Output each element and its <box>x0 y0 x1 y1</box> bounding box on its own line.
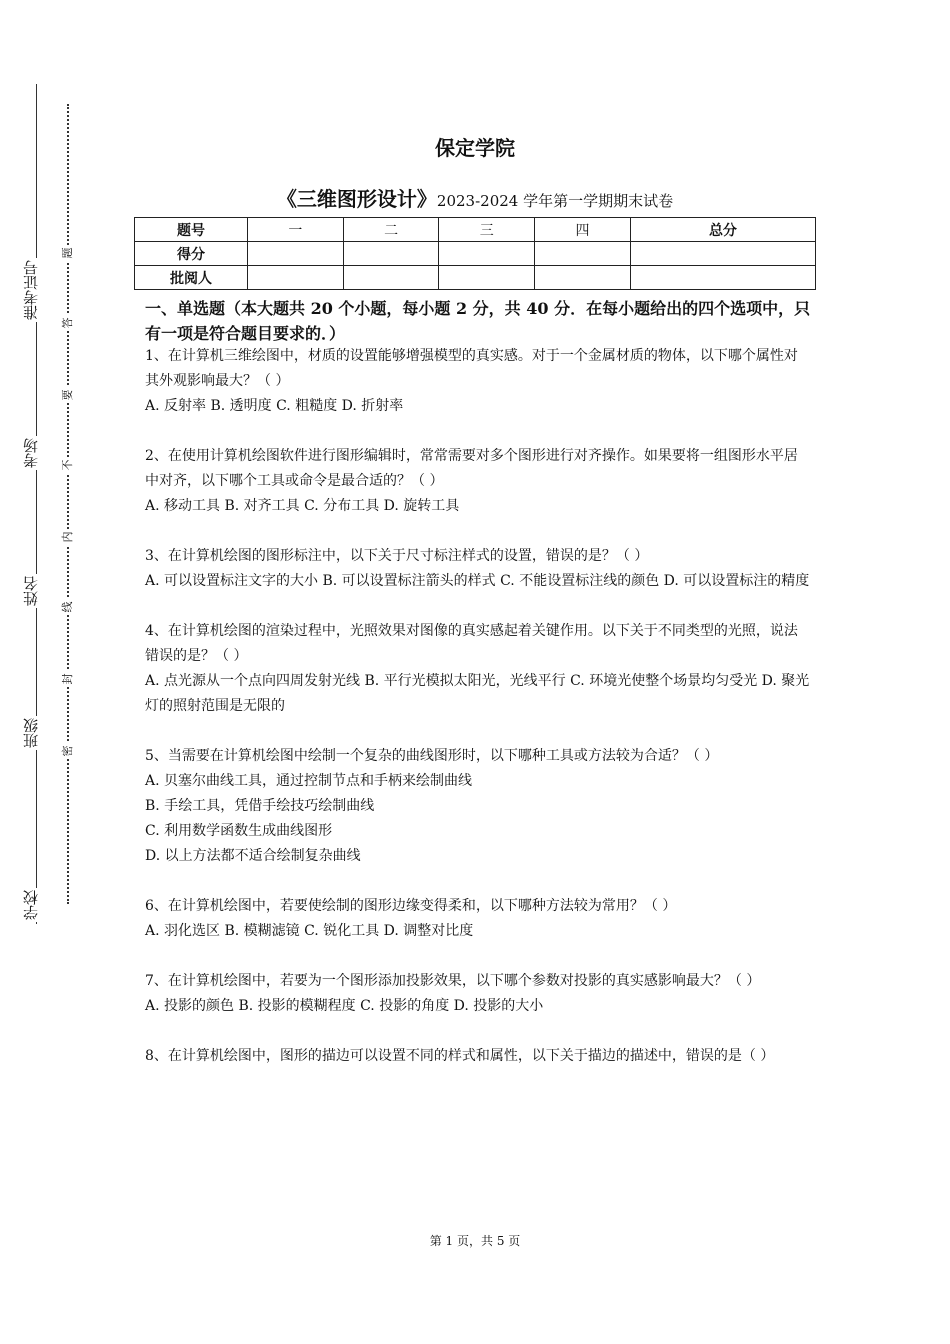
exam-title <box>0 183 950 212</box>
question-stem: 8、在计算机绘图中，图形的描边可以设置不同的样式和属性，以下关于描边的描述中，错误的是（ ） <box>145 1048 775 1064</box>
row-label: 批阅人 <box>135 266 248 290</box>
question-options: A. 移动工具 B. 对齐工具 C. 分布工具 D. 旋转工具 <box>145 498 460 514</box>
question-6 <box>145 894 810 944</box>
score-cell <box>248 242 344 266</box>
question-list <box>145 344 810 1094</box>
reviewer-cell <box>535 266 631 290</box>
seal-char: 要 <box>61 387 75 403</box>
question-options: A. 点光源从一个点向四周发射光线 B. 平行光模拟太阳光，光线平行 C. 环境光使整个场景均匀受光 D. 聚光灯的照射范围是无限的 <box>145 673 810 714</box>
seal-char: 答 <box>61 315 75 331</box>
header-cell: 四 <box>535 218 631 242</box>
question-stem: 2、在使用计算机绘图软件进行图形编辑时，常常需要对多个图形进行对齐操作。如果要将一组图形水平居中对齐，以下哪个工具或命令是最合适的？（ ） <box>145 448 798 489</box>
section-title: 一、单选题（本大题共 20 个小题，每小题 2 分，共 40 分．在每小题给出的四个选项中，只有一项是符合题目要求的．） <box>145 299 811 343</box>
reviewer-cell <box>439 266 535 290</box>
question-options: A. 投影的颜色 B. 投影的模糊程度 C. 投影的角度 D. 投影的大小 <box>145 998 544 1014</box>
question-option-b: B. 手绘工具，凭借手绘技巧绘制曲线 <box>145 798 375 814</box>
score-cell <box>439 242 535 266</box>
score-table-header-row <box>135 218 816 242</box>
field-class: 班级 <box>20 716 46 750</box>
question-stem: 1、在计算机三维绘图中，材质的设置能够增强模型的真实感。对于一个金属材质的物体，以下哪个属性对其外观影响最大？（ ） <box>145 348 798 389</box>
question-options: A. 羽化选区 B. 模糊滤镜 C. 锐化工具 D. 调整对比度 <box>145 923 474 939</box>
header-cell: 二 <box>343 218 439 242</box>
score-cell <box>535 242 631 266</box>
page-footer: 第 1 页，共 5 页 <box>429 1234 521 1248</box>
binding-dotted-line <box>67 104 69 904</box>
question-7 <box>145 969 810 1019</box>
header-cell: 总分 <box>630 218 815 242</box>
term-label: 2023-2024 学年第一学期期末试卷 <box>436 192 674 210</box>
seal-char: 封 <box>61 671 75 687</box>
question-stem: 6、在计算机绘图中，若要使绘制的图形边缘变得柔和，以下哪种方法较为常用？（ ） <box>145 898 677 914</box>
header-cell: 题号 <box>135 218 248 242</box>
seal-char: 内 <box>61 529 75 545</box>
question-option-d: D. 以上方法都不适合绘制复杂曲线 <box>145 848 361 864</box>
course-name: 《三维图形设计》 <box>276 187 437 211</box>
field-exam-room: 考场 <box>20 436 46 470</box>
row-label: 得分 <box>135 242 248 266</box>
seal-char: 不 <box>61 457 75 473</box>
reviewer-cell <box>248 266 344 290</box>
question-options: A. 可以设置标注文字的大小 B. 可以设置标注箭头的样式 C. 不能设置标注线的颜色 D. 可以设置标注的精度 <box>145 573 810 589</box>
seal-char: 密 <box>61 743 75 759</box>
question-5 <box>145 744 810 869</box>
score-cell <box>630 242 815 266</box>
question-4 <box>145 619 810 719</box>
question-1 <box>145 344 810 419</box>
question-option-a: A. 贝塞尔曲线工具，通过控制节点和手柄来绘制曲线 <box>145 773 473 789</box>
reviewer-cell <box>343 266 439 290</box>
question-options: A. 反射率 B. 透明度 C. 粗糙度 D. 折射率 <box>145 398 404 414</box>
question-8 <box>145 1044 810 1069</box>
question-3 <box>145 544 810 594</box>
question-2 <box>145 444 810 519</box>
field-exam-number: 准考证号 <box>20 258 46 322</box>
score-row <box>135 242 816 266</box>
header-cell: 一 <box>248 218 344 242</box>
question-option-c: C. 利用数学函数生成曲线图形 <box>145 823 333 839</box>
score-table <box>134 217 816 290</box>
question-stem: 7、在计算机绘图中，若要为一个图形添加投影效果，以下哪个参数对投影的真实感影响最大？（ ） <box>145 973 761 989</box>
header-cell: 三 <box>439 218 535 242</box>
question-stem: 5、当需要在计算机绘图中绘制一个复杂的曲线图形时，以下哪种工具或方法较为合适？（ ） <box>145 748 719 764</box>
seal-char: 线 <box>61 599 75 615</box>
seal-char: 题 <box>61 245 75 261</box>
school-name: 保定学院 <box>435 136 515 160</box>
question-stem: 4、在计算机绘图的渲染过程中，光照效果对图像的真实感起着关键作用。以下关于不同类型的光照，说法错误的是？（ ） <box>145 623 798 664</box>
reviewer-row <box>135 266 816 290</box>
question-stem: 3、在计算机绘图的图形标注中，以下关于尺寸标注样式的设置，错误的是？（ ） <box>145 548 649 564</box>
score-cell <box>343 242 439 266</box>
reviewer-cell <box>630 266 815 290</box>
field-school: 学校 <box>20 888 46 922</box>
field-name: 姓名 <box>20 574 46 608</box>
